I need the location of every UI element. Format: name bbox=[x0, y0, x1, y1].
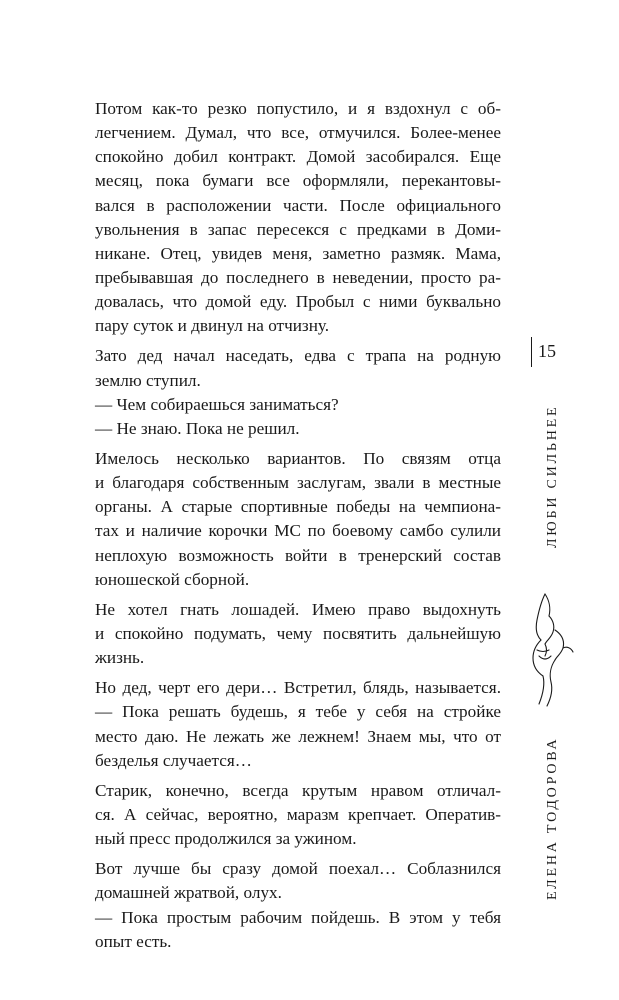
text-line: землю ступил. bbox=[95, 370, 201, 390]
running-title: ЛЮБИ СИЛЬНЕЕ bbox=[545, 404, 560, 548]
text-line: пару суток и двинул на отчизну. bbox=[95, 316, 330, 336]
text-line: пребывавшая до последнего в неведении, просто ра- bbox=[95, 267, 501, 287]
text-line: опыт есть. bbox=[95, 931, 172, 951]
text-line: юношеской сборной. bbox=[95, 569, 250, 589]
text-line: ся. А сейчас, вероятно, маразм крепчает. Оператив- bbox=[95, 804, 501, 824]
text-line: и спокойно подумать, чему посвятить дальнейшую bbox=[95, 623, 501, 643]
text-line: Старик, конечно, всегда крутым нравом отличал- bbox=[95, 780, 501, 800]
text-line: довалась, что домой еду. Пробыл с ними буквально bbox=[95, 292, 501, 312]
text-line: Потом как-то резко попустило, и я вздохнул с об- bbox=[95, 99, 501, 118]
text-line: — Пока решать будешь, я тебе у себя на стройке bbox=[95, 702, 501, 722]
body-text bbox=[95, 97, 501, 954]
page-number-rule bbox=[531, 337, 532, 367]
text-line: никане. Отец, увидев меня, заметно размяк. Мама, bbox=[95, 243, 501, 263]
text-line: — Не знаю. Пока не решил. bbox=[95, 418, 300, 438]
text-line: и благодаря собственным заслугам, звали в местные bbox=[95, 473, 501, 493]
text-line: Имелось несколько вариантов. По связям отца bbox=[95, 448, 501, 468]
text-line: жизнь. bbox=[95, 648, 145, 668]
text-line: тах и наличие корочки МС по боевому самбо сулили bbox=[95, 521, 501, 541]
text-line: месяц, пока бумаги все оформляли, перекантовы- bbox=[95, 171, 501, 191]
text-line: спокойно добил контракт. Домой засобирался. Еще bbox=[95, 147, 501, 167]
page-number: 15 bbox=[538, 341, 556, 361]
text-line: Но дед, черт его дери… Встретил, блядь, называется. bbox=[95, 678, 501, 698]
text-line: Вот лучше бы сразу домой поехал… Соблазнился bbox=[95, 859, 501, 879]
text-line: Не хотел гнать лошадей. Имею право выдохнуть bbox=[95, 599, 501, 619]
text-line: вался в расположении части. После официального bbox=[95, 195, 501, 215]
text-line: ный пресс продолжился за ужином. bbox=[95, 829, 357, 849]
text-line: увольнения в запас пересекся с предками в Доми- bbox=[95, 219, 501, 239]
text-line: домашней жратвой, олух. bbox=[95, 883, 282, 903]
text-line: органы. А старые спортивные победы на чемпиона- bbox=[95, 497, 501, 517]
text-line: легчением. Думал, что все, отмучился. Более-менее bbox=[95, 123, 501, 143]
text-line: безделья случается… bbox=[95, 750, 252, 770]
text-line: Зато дед начал наседать, едва с трапа на родную bbox=[95, 346, 501, 366]
text-line: — Чем собираешься заниматься? bbox=[95, 394, 339, 414]
running-author: ЕЛЕНА ТОДОРОВА bbox=[545, 736, 560, 900]
text-line: — Пока простым рабочим пойдешь. В этом у тебя bbox=[95, 907, 501, 927]
text-line: место даю. Не лежать же лежнем! Знаем мы, что от bbox=[95, 726, 501, 746]
embracing-couple-sketch-icon bbox=[515, 590, 575, 710]
text-line: неплохую возможность войти в тренерский состав bbox=[95, 545, 501, 565]
